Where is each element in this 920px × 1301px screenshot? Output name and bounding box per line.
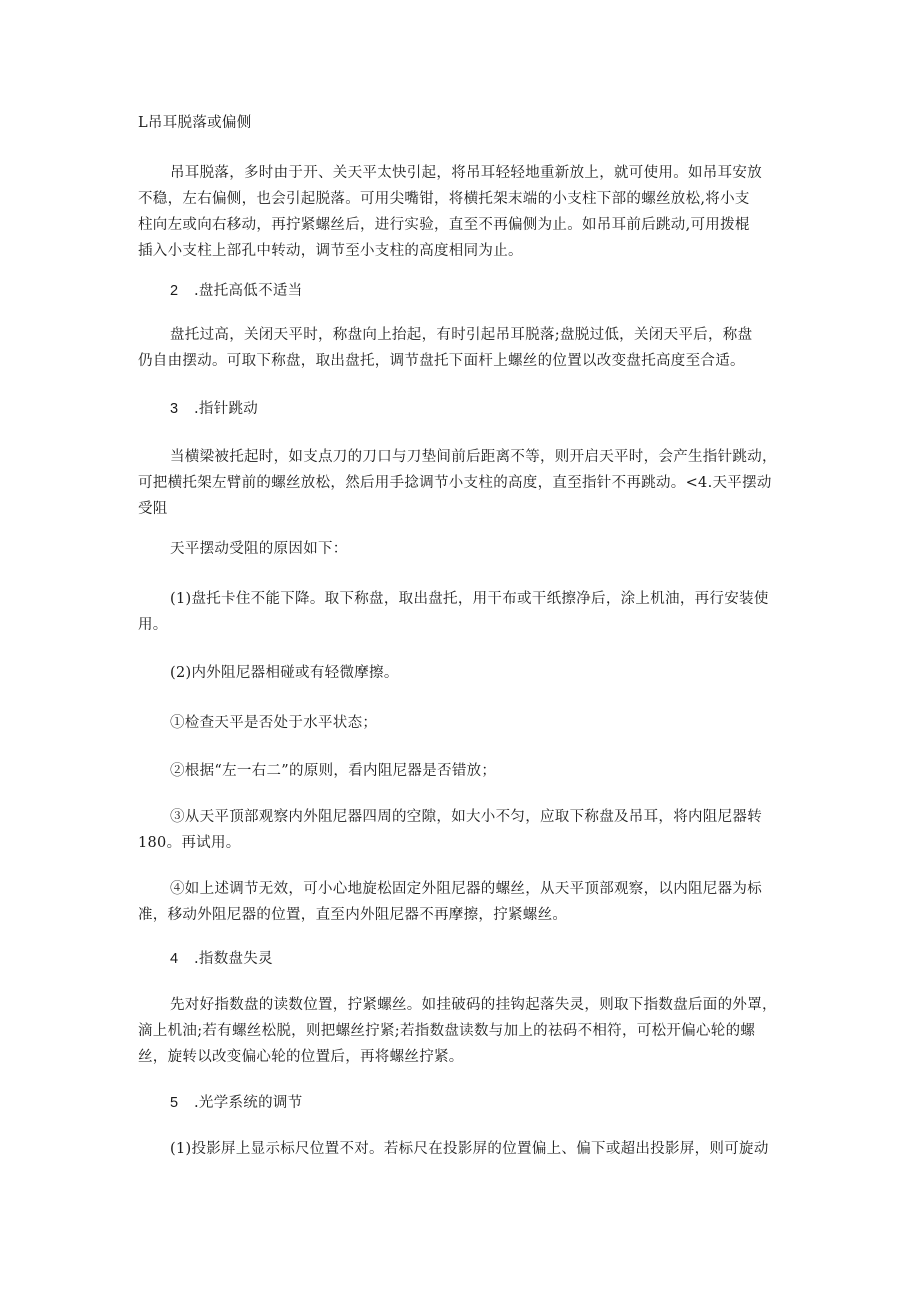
paragraph-line: ①检查天平是否处于水平状态； [170, 715, 378, 731]
paragraph-line: 180。再试用。 [138, 835, 241, 851]
paragraph-line: 插入小支柱上部孔中转动，调节至小支柱的高度相同为止。 [138, 243, 523, 259]
paragraph-line: 滴上机油;若有螺丝松脱，则把螺丝拧紧;若指数盘读数与加上的祛码不相符，可松开偏心轮的螺 [138, 1023, 756, 1039]
section-5-heading [0, 1090, 920, 1116]
paragraph-line: 仍自由摆动。可取下称盘，取出盘托，调节盘托下面杆上螺丝的位置以改变盘托高度至合适。 [138, 353, 745, 369]
section-title: .指数盘失灵 [194, 951, 273, 967]
paragraph-line: 当横梁被托起时，如支点刀的刀口与刀垫间前后距离不等，则开启天平时，会产生指针跳动， [170, 449, 777, 465]
paragraph-line: (1)盘托卡住不能下降。取下称盘，取出盘托，用干布或干纸擦净后，涂上机油，再行安装使 [170, 591, 769, 607]
paragraph-line: 用。 [138, 617, 168, 633]
section-2-heading [0, 278, 920, 304]
section-title: .盘托高低不适当 [194, 283, 303, 299]
paragraph-line: 柱向左或向右移动，再拧紧螺丝后，进行实验，直至不再偏侧为止。如吊耳前后跳动,可用拨棍 [138, 217, 750, 233]
paragraph-line: ④如上述调节无效，可小心地旋松固定外阻尼器的螺丝，从天平顶部观察，以内阻尼器为标 [170, 881, 762, 897]
paragraph-line: (2)内外阻尼器相碰或有轻微摩擦。 [170, 665, 399, 681]
paragraph-line: (1)投影屏上显示标尺位置不对。若标尺在投影屏的位置偏上、偏下或超出投影屏，则可旋动 [170, 1141, 769, 1157]
section-1-heading: L吊耳脱落或偏侧 [138, 115, 252, 131]
paragraph-line: 可把横托架左臂前的螺丝放松，然后用手捻调节小支柱的高度，直至指针不再跳动。<4.天平摆动 [138, 475, 772, 491]
paragraph-line: 准，移动外阻尼器的位置，直至内外阻尼器不再摩擦，拧紧螺丝。 [138, 907, 568, 923]
paragraph-line: 不稳，左右偏侧，也会引起脱落。可用尖嘴钳，将横托架末端的小支柱下部的螺丝放松,将小支 [138, 191, 750, 207]
paragraph-line: 丝，旋转以改变偏心轮的位置后，再将螺丝拧紧。 [138, 1049, 464, 1065]
section-title: .指针跳动 [194, 401, 259, 417]
section-title: .光学系统的调节 [194, 1095, 303, 1111]
paragraph-line: 吊耳脱落，多时由于开、关天平太快引起，将吊耳轻轻地重新放上，就可使用。如吊耳安放 [170, 165, 762, 181]
section-number: 2 [170, 283, 179, 299]
section-number: 4 [170, 951, 179, 967]
section-4-heading [0, 946, 920, 972]
paragraph-line: ③从天平顶部观察内外阻尼器四周的空隙，如大小不匀，应取下称盘及吊耳，将内阻尼器转 [170, 809, 762, 825]
paragraph-line: 天平摆动受阻的原因如下： [170, 541, 348, 557]
paragraph-line: ②根据“左一右二”的原则，看内阻尼器是否错放； [170, 763, 497, 779]
paragraph-line: 先对好指数盘的读数位置，拧紧螺丝。如挂破码的挂钩起落失灵，则取下指数盘后面的外罩， [170, 997, 777, 1013]
section-3-heading [0, 396, 920, 422]
section-number: 5 [170, 1095, 179, 1111]
paragraph-line: 受阻 [138, 501, 168, 517]
section-number: 3 [170, 401, 179, 417]
paragraph-line: 盘托过高，关闭天平时，称盘向上抬起，有时引起吊耳脱落;盘脱过低，关闭天平后，称盘 [170, 327, 753, 343]
